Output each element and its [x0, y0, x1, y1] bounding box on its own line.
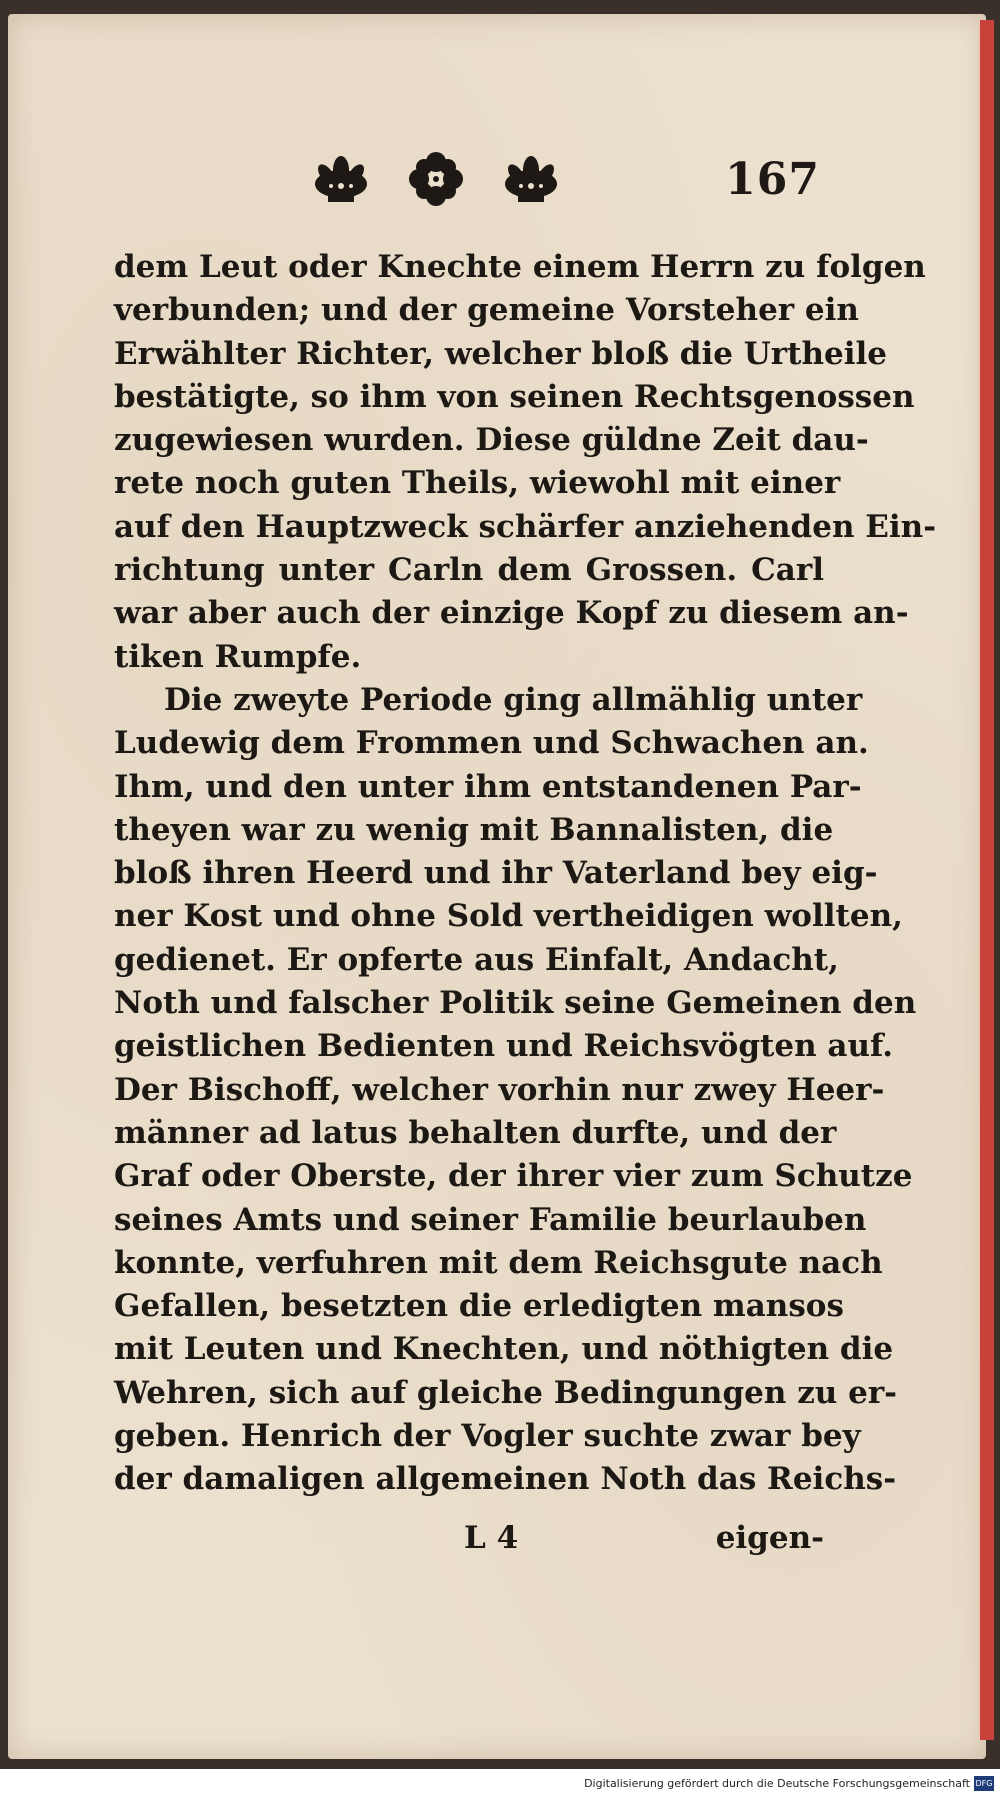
- text-line: Wehren, sich auf gleiche Bedingungen zu er-: [114, 1374, 898, 1411]
- text-line: rete noch guten Theils, wiewohl mit einer: [114, 465, 841, 502]
- text-line: Der Bischoff, welcher vorhin nur zwey Heer-: [114, 1071, 885, 1108]
- digitization-credit: Digitalisierung gefördert durch die Deutsche Forschungsgemeinschaft: [584, 1777, 970, 1790]
- text-line: war aber auch der einzige Kopf zu diesem an-: [114, 595, 909, 632]
- text-line: theyen war zu wenig mit Bannalisten, die: [114, 811, 834, 848]
- signature-mark: L 4: [464, 1520, 519, 1556]
- text-line: Gefallen, besetzten die erledigten mansos: [114, 1288, 844, 1325]
- page-edge: [978, 20, 994, 1740]
- catchword: eigen-: [715, 1520, 824, 1556]
- text-line: bloß ihren Heerd und ihr Vaterland bey eig-: [114, 855, 878, 892]
- text-line: verbunden; und der gemeine Vorsteher ein: [114, 292, 859, 329]
- page-footer: [114, 1520, 824, 1570]
- text-line: auf den Hauptzweck schärfer anziehenden Ein-: [114, 508, 937, 545]
- credit-bar: [0, 1769, 1000, 1795]
- text-line: der damaligen allgemeinen Noth das Reichs-: [114, 1461, 897, 1498]
- body-text: [114, 246, 937, 1502]
- text-line: männer ad latus behalten durfte, und der: [114, 1114, 837, 1151]
- page-header: [310, 148, 820, 218]
- dfg-logo-icon: DFG: [974, 1776, 994, 1791]
- text-line: bestätigte, so ihm von seinen Rechtsgenossen: [114, 378, 915, 415]
- text-line: Noth und falscher Politik seine Gemeinen den: [114, 985, 917, 1022]
- text-line: ner Kost und ohne Sold vertheidigen wollten,: [114, 898, 903, 935]
- flower-ornament-icon: [405, 148, 467, 210]
- text-line: richtung unter Carln dem Grossen. Carl: [114, 552, 824, 589]
- text-line: seines Amts und seiner Familie beurlauben: [114, 1201, 867, 1238]
- fleuron-ornament-icon: [500, 148, 562, 210]
- text-line: Graf oder Oberste, der ihrer vier zum Schutze: [114, 1158, 913, 1195]
- text-line: Ihm, und den unter ihm entstandenen Par-: [114, 768, 862, 805]
- text-line: zugewiesen wurden. Diese güldne Zeit dau-: [114, 422, 869, 459]
- text-line: geistlichen Bedienten und Reichsvögten auf.: [114, 1028, 894, 1065]
- page-number: 167: [725, 154, 820, 205]
- text-line: Ludewig dem Frommen und Schwachen an.: [114, 725, 869, 762]
- text-line: konnte, verfuhren mit dem Reichsgute nach: [114, 1244, 883, 1281]
- text-line: dem Leut oder Knechte einem Herrn zu folgen: [114, 249, 926, 285]
- text-line: mit Leuten und Knechten, und nöthigten die: [114, 1331, 894, 1368]
- text-line: Die zweyte Periode ging allmählig unter: [164, 681, 863, 718]
- text-line: tiken Rumpfe.: [114, 638, 362, 675]
- text-line: gedienet. Er opferte aus Einfalt, Andacht,: [114, 941, 839, 978]
- fleuron-ornament-icon: [310, 148, 372, 210]
- text-line: Erwählter Richter, welcher bloß die Urtheile: [114, 335, 887, 372]
- text-line: geben. Henrich der Vogler suchte zwar bey: [114, 1418, 861, 1455]
